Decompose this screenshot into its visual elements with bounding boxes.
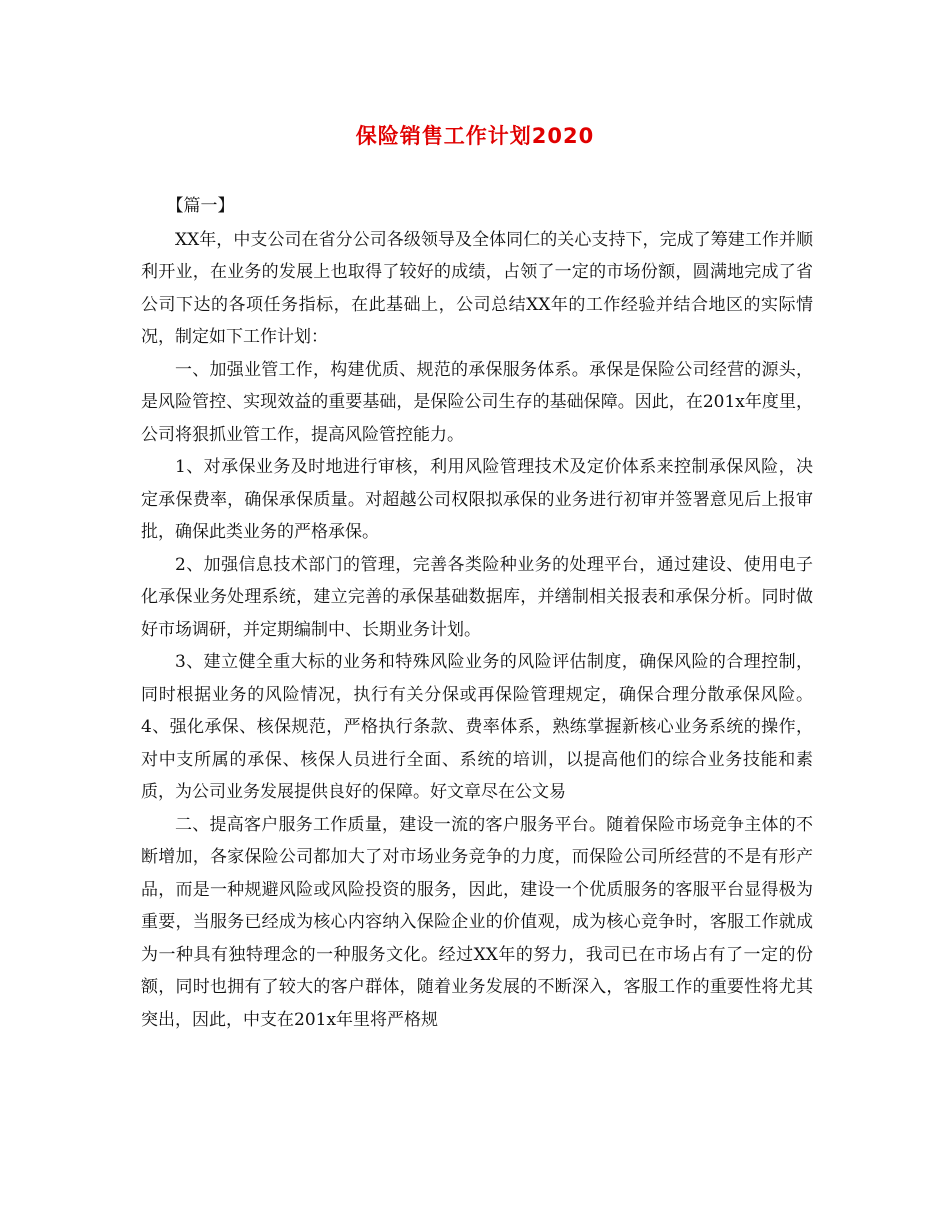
paragraph-section-one: 一、加强业管工作，构建优质、规范的承保服务体系。承保是保险公司经营的源头，是风险管控、实现效益的重要基础，是保险公司生存的基础保障。因此，在201x年度里，公司将狠抓业管工作，提高风险管控能力。 [141, 359, 813, 445]
paragraph-item-2: 2、加强信息技术部门的管理，完善各类险种业务的处理平台，通过建设、使用电子化承保业务处理系统，建立完善的承保基础数据库，并缮制相关报表和承保分析。同时做好市场调研，并定期编制中、长期业务计划。 [141, 554, 813, 640]
section-label: 【篇一】 [166, 196, 235, 216]
document-body [141, 190, 813, 1036]
document-title: 保险销售工作计划2020 [355, 124, 595, 148]
paragraph-item-1: 1、对承保业务及时地进行审核，利用风险管理技术及定价体系来控制承保风险，决定承保费率，确保承保质量。对超越公司权限拟承保的业务进行初审并签署意见后上报审批，确保此类业务的严格承保。 [141, 457, 813, 542]
paragraph-item-3-4: 3、建立健全重大标的业务和特殊风险业务的风险评估制度，确保风险的合理控制，同时根据业务的风险情况，执行有关分保或再保险管理规定，确保合理分散承保风险。4、强化承保、核保规范，严格执行条款、费率体系，熟练掌握新核心业务系统的操作，对中支所属的承保、核保人员进行全面、系统的培训，以提高他们的综合业务技能和素质，为公司业务发展提供良好的保障。好文章尽在公文易 [141, 652, 813, 802]
paragraph-intro: XX年，中支公司在省分公司各级领导及全体同仁的关心支持下，完成了筹建工作并顺利开业，在业务的发展上也取得了较好的成绩，占领了一定的市场份额，圆满地完成了省公司下达的各项任务指标，在此基础上，公司总结XX年的工作经验并结合地区的实际情况，制定如下工作计划： [141, 229, 813, 347]
paragraph-section-two: 二、提高客户服务工作质量，建设一流的客户服务平台。随着保险市场竞争主体的不断增加，各家保险公司都加大了对市场业务竞争的力度，而保险公司所经营的不是有形产品，而是一种规避风险或风险投资的服务，因此，建设一个优质服务的客服平台显得极为重要，当服务已经成为核心内容纳入保险企业的价值观，成为核心竞争时，客服工作就成为一种具有独特理念的一种服务文化。经过XX年的努力，我司已在市场占有了一定的份额，同时也拥有了较大的客户群体，随着业务发展的不断深入，客服工作的重要性将尤其突出，因此，中支在201x年里将严格规 [141, 814, 813, 1030]
